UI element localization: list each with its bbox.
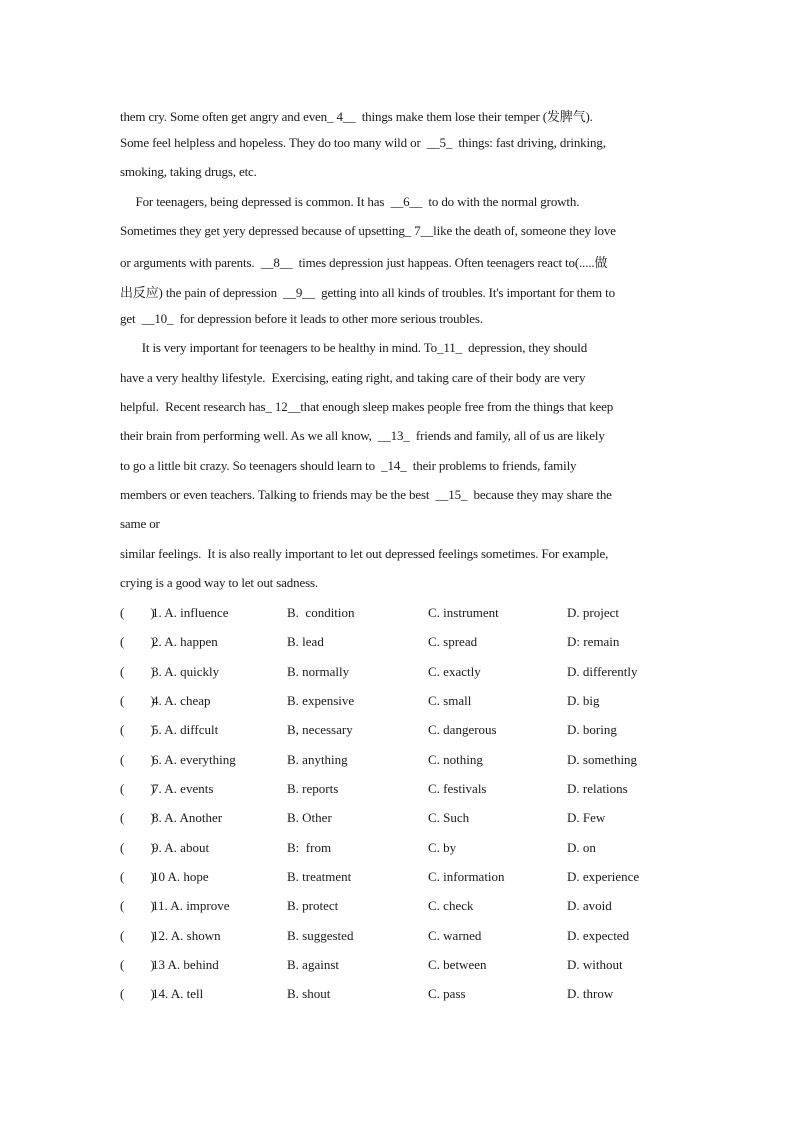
- passage-line: crying is a good way to let out sadness.: [120, 575, 318, 590]
- option-d: D. differently: [567, 664, 638, 679]
- option-c: C. festivals: [428, 781, 487, 796]
- option-b: B: from: [287, 840, 332, 855]
- option-c: C. dangerous: [428, 722, 497, 737]
- option-c: C. Such: [428, 810, 470, 825]
- answer-blank: ( ): [120, 664, 155, 679]
- option-a: 5. A. diffcult: [152, 722, 219, 737]
- option-d: D. experience: [567, 869, 640, 884]
- question-row: [120, 722, 680, 742]
- option-a: 11. A. improve: [152, 898, 230, 913]
- question-row: [120, 605, 680, 625]
- passage-line: to go a little bit crazy. So teenagers should learn to _14_ their problems to friends, family: [120, 458, 577, 473]
- question-row: [120, 898, 680, 918]
- answer-blank: ( ): [120, 634, 155, 649]
- option-c: C. by: [428, 840, 457, 855]
- option-d: D: remain: [567, 634, 620, 649]
- option-d: D. big: [567, 693, 600, 708]
- passage-line: their brain from performing well. As we all know, __13_ friends and family, all of us are likely: [120, 428, 605, 443]
- answer-blank: ( ): [120, 693, 155, 708]
- option-a: 12. A. shown: [152, 928, 221, 943]
- passage-line: them cry. Some often get angry and even_ 4__ things make them lose their temper (发脾气).: [120, 109, 593, 124]
- answer-blank: ( ): [120, 928, 155, 943]
- option-c: C. information: [428, 869, 505, 884]
- option-c: C. pass: [428, 986, 466, 1001]
- option-a: 4. A. cheap: [152, 693, 211, 708]
- passage-line: helpful. Recent research has_ 12__that enough sleep makes people free from the things that keep: [120, 399, 614, 414]
- answer-blank: ( ): [120, 810, 155, 825]
- option-a: 13 A. behind: [152, 957, 219, 972]
- option-b: B. shout: [287, 986, 331, 1001]
- option-a: 14. A. tell: [152, 986, 204, 1001]
- option-b: B. reports: [287, 781, 339, 796]
- option-a: 2. A. happen: [152, 634, 218, 649]
- answer-blank: ( ): [120, 752, 155, 767]
- option-a: 9. A. about: [152, 840, 210, 855]
- option-b: B. expensive: [287, 693, 355, 708]
- passage-line: have a very healthy lifestyle. Exercising, eating right, and taking care of their body are very: [120, 370, 586, 385]
- option-b: B. anything: [287, 752, 348, 767]
- passage-line: It is very important for teenagers to be healthy in mind. To_11_ depression, they should: [120, 340, 588, 355]
- passage-line: Sometimes they get yery depressed because of upsetting_ 7__like the death of, someone they love: [120, 223, 616, 238]
- option-a: 10 A. hope: [152, 869, 209, 884]
- option-a: 1. A. influence: [152, 605, 229, 620]
- question-row: [120, 986, 680, 1006]
- passage-line: or arguments with parents. __8__ times depression just happeas. Often teenagers react to(.....做: [120, 255, 608, 270]
- passage-line: same or: [120, 516, 160, 531]
- answer-blank: ( ): [120, 898, 155, 913]
- answer-blank: ( ): [120, 986, 155, 1001]
- question-row: [120, 781, 680, 801]
- option-c: C. check: [428, 898, 474, 913]
- question-row: [120, 810, 680, 830]
- option-a: 7. A. events: [152, 781, 214, 796]
- option-b: B. treatment: [287, 869, 352, 884]
- answer-blank: ( ): [120, 840, 155, 855]
- option-a: 6. A. everything: [152, 752, 236, 767]
- option-d: D. relations: [567, 781, 628, 796]
- option-c: C. small: [428, 693, 472, 708]
- passage-line: members or even teachers. Talking to friends may be the best __15_ because they may share the: [120, 487, 612, 502]
- option-c: C. exactly: [428, 664, 481, 679]
- option-d: D. Few: [567, 810, 606, 825]
- passage-line: smoking, taking drugs, etc.: [120, 164, 257, 179]
- option-c: C. nothing: [428, 752, 483, 767]
- option-d: D. throw: [567, 986, 614, 1001]
- option-c: C. instrument: [428, 605, 499, 620]
- answer-blank: ( ): [120, 869, 155, 884]
- option-a: 3. A. quickly: [152, 664, 220, 679]
- option-c: C. warned: [428, 928, 482, 943]
- option-b: B. lead: [287, 634, 324, 649]
- option-d: D. boring: [567, 722, 617, 737]
- answer-blank: ( ): [120, 957, 155, 972]
- question-row: [120, 928, 680, 948]
- passage-line: get __10_ for depression before it leads to other more serious troubles.: [120, 311, 483, 326]
- passage-line: similar feelings. It is also really important to let out depressed feelings sometimes. For example,: [120, 546, 609, 561]
- option-b: B. protect: [287, 898, 339, 913]
- question-row: [120, 664, 680, 684]
- option-d: D. project: [567, 605, 619, 620]
- option-d: D. on: [567, 840, 596, 855]
- option-c: C. between: [428, 957, 487, 972]
- question-row: [120, 752, 680, 772]
- answer-blank: ( ): [120, 722, 155, 737]
- question-row: [120, 634, 680, 654]
- option-b: B. condition: [287, 605, 355, 620]
- option-b: B. normally: [287, 664, 350, 679]
- option-a: 8. A. Another: [152, 810, 223, 825]
- option-b: B. suggested: [287, 928, 354, 943]
- passage-line: Some feel helpless and hopeless. They do too many wild or __5_ things: fast driving, drinking,: [120, 135, 606, 150]
- passage-line: 出反应) the pain of depression __9__ getting into all kinds of troubles. It's important for them to: [120, 285, 615, 300]
- option-d: D. avoid: [567, 898, 612, 913]
- question-row: [120, 840, 680, 860]
- answer-blank: ( ): [120, 605, 155, 620]
- question-row: [120, 869, 680, 889]
- option-c: C. spread: [428, 634, 478, 649]
- option-b: B. Other: [287, 810, 332, 825]
- option-b: B, necessary: [287, 722, 353, 737]
- option-d: D. without: [567, 957, 623, 972]
- option-d: D. something: [567, 752, 638, 767]
- question-row: [120, 957, 680, 977]
- option-b: B. against: [287, 957, 339, 972]
- passage-line: For teenagers, being depressed is common. It has __6__ to do with the normal growth.: [120, 194, 580, 209]
- answer-blank: ( ): [120, 781, 155, 796]
- option-d: D. expected: [567, 928, 630, 943]
- question-row: [120, 693, 680, 713]
